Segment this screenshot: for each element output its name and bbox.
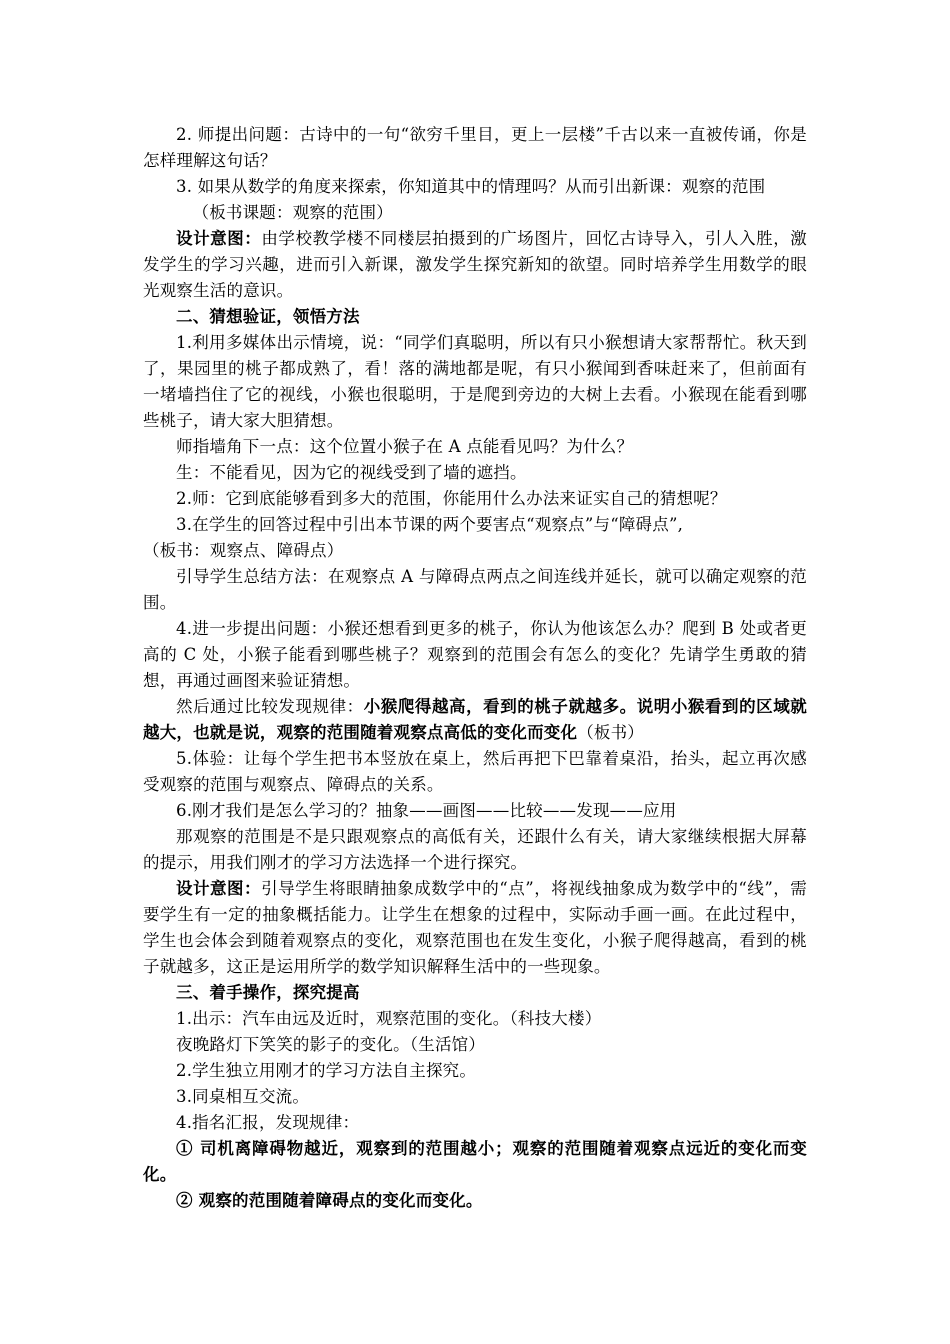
paragraph: 4.指名汇报，发现规律： <box>176 1113 360 1132</box>
paragraph: （板书：观察点、障碍点） <box>143 541 344 560</box>
design-intent-text: 引导学生将眼睛抽象成数学中的“点”，将视线抽象成为数学中的“线”，需要学生有一定的抽象概括能力。让学生在想象的过程中，实际动手画一画。在此过程中，学生也会体会到随着观察点的变化，观察范围也在发生变化，小猴子爬得越高，看到的桃子就越多，这正是运用所学的数学知识解释生活中的一些现象。 <box>143 879 807 976</box>
board-title-note: （板书课题：观察的范围） <box>192 203 393 222</box>
conclusion-item: ② 观察的范围随着障碍点的变化而变化。 <box>176 1191 483 1210</box>
document-body <box>143 122 807 1214</box>
paragraph: 4.进一步提出问题：小猴还想看到更多的桃子，你认为他该怎么办？爬到 B 处或者更高的 C 处，小猴子能看到哪些桃子？观察到的范围会有怎么的变化？先请学生勇敢的猜想，再通过画图来验证猜想。 <box>143 619 807 690</box>
paragraph: 3.在学生的回答过程中引出本节课的两个要害点“观察点”与“障碍点”, <box>176 515 684 534</box>
rule-paragraph <box>143 694 807 746</box>
paragraph: 1.出示：汽车由远及近时，观察范围的变化。（科技大楼） <box>176 1009 602 1028</box>
paragraph: 6.刚才我们是怎么学习的？抽象——画图——比较——发现——应用 <box>176 801 677 820</box>
design-intent-label: 设计意图： <box>176 229 262 248</box>
paragraph: 师指墙角下一点：这个位置小猴子在 A 点能看见吗？为什么？ <box>176 437 634 456</box>
paragraph: 2.师：它到底能够看到多大的范围，你能用什么办法来证实自己的猜想呢？ <box>176 489 727 508</box>
paragraph: 1.利用多媒体出示情境，说：“同学们真聪明，所以有只小猴想请大家帮帮忙。秋天到了，果园里的桃子都成熟了，看！落的满地都是呢，有只小猴闻到香味赶来了，但前面有一堵墙挡住了它的视线，小猴也很聪明，于是爬到旁边的大树上去看。小猴现在能看到哪些桃子，请大家大胆猜想。 <box>143 333 807 430</box>
design-intent-paragraph <box>143 226 807 304</box>
paragraph: 2.学生独立用刚才的学习方法自主探究。 <box>176 1061 477 1080</box>
design-intent-label: 设计意图： <box>176 879 262 898</box>
paragraph: 2. 师提出问题：古诗中的一句“欲穷千里目，更上一层楼”千古以来一直被传诵，你是怎样理解这句话？ <box>143 125 807 170</box>
paragraph: 引导学生总结方法：在观察点 A 与障碍点两点之间连线并延长，就可以确定观察的范围。 <box>143 567 807 612</box>
paragraph: 5.体验：让每个学生把书本竖放在桌上，然后再把下巴靠着桌沿，抬头，起立再次感受观察的范围与观察点、障碍点的关系。 <box>143 749 807 794</box>
design-intent-text: 由学校教学楼不同楼层拍摄到的广场图片，回忆古诗导入，引人入胜，激发学生的学习兴趣，进而引入新课，激发学生探究新知的欲望。同时培养学生用数学的眼光观察生活的意识。 <box>143 229 808 300</box>
conclusion-item: ① 司机离障碍物越近，观察到的范围越小；观察的范围随着观察点远近的变化而变化。 <box>143 1139 807 1184</box>
section-heading: 二、猜想验证，领悟方法 <box>176 307 360 326</box>
paragraph: 3.同桌相互交流。 <box>176 1087 310 1106</box>
section-heading: 三、着手操作，探究提高 <box>176 983 360 1002</box>
rule-intro: 然后通过比较发现规律： <box>176 697 364 716</box>
design-intent-paragraph <box>143 876 807 980</box>
rule-emphasis: 小猴爬得越高，看到的桃子就越多。说明小猴看到的区域就越大，也就是说，观察的范围随着观察点高低的变化而变化 <box>143 697 807 742</box>
paragraph: 那观察的范围是不是只跟观察点的高低有关，还跟什么有关，请大家继续根据大屏幕的提示，用我们刚才的学习方法选择一个进行探究。 <box>143 827 807 872</box>
paragraph: 3. 如果从数学的角度来探索，你知道其中的情理吗？从而引出新课：观察的范围 <box>176 177 766 196</box>
paragraph: 夜晚路灯下笑笑的影子的变化。（生活馆） <box>176 1035 486 1054</box>
rule-board-note: （板书） <box>577 723 645 742</box>
paragraph: 生：不能看见，因为它的视线受到了墙的遮挡。 <box>176 463 527 482</box>
